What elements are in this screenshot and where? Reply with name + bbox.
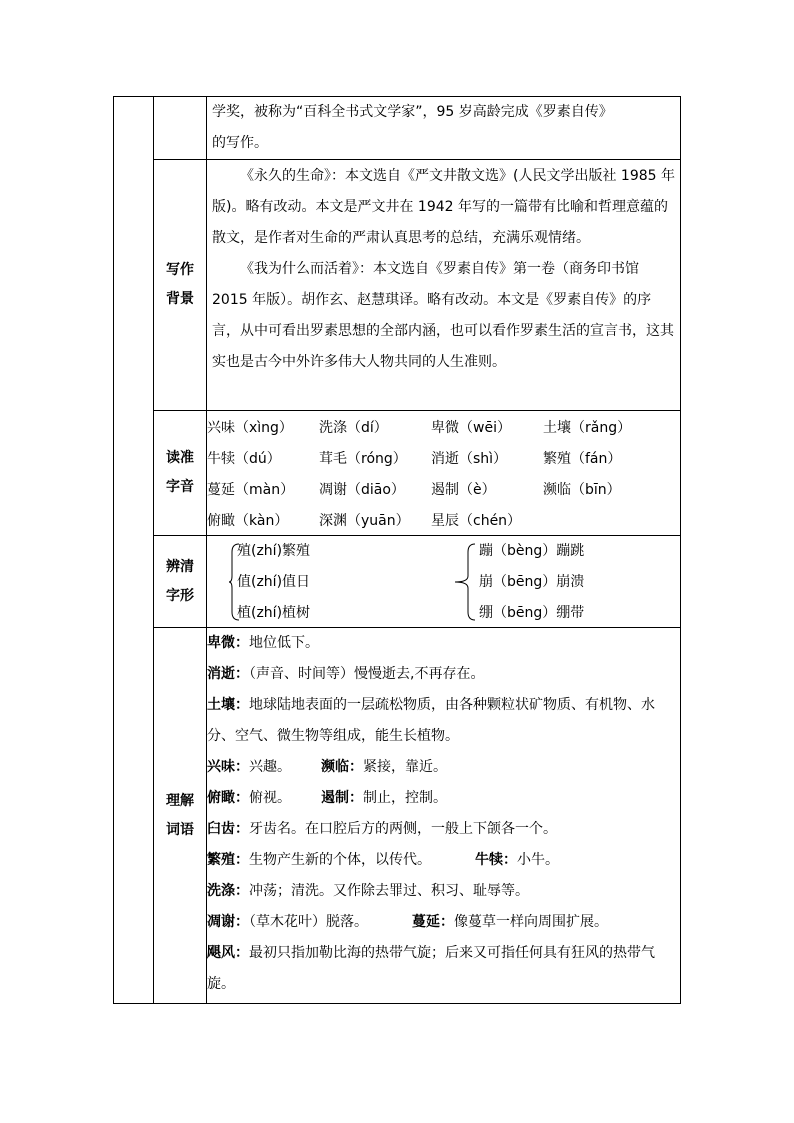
glyph-left-3: 植(zhí)植树 [237,605,311,621]
glyph-right-3: 绷（bēng）绷带 [479,605,585,621]
word-entry: 飓风：最初只指加勒比海的热带气旋；后来又可指任何具有狂风的热带气旋。 [207,945,655,992]
word-entry: 凋谢：（草木花叶）脱落。 蔓延：像蔓草一样向周围扩展。 [207,914,608,930]
intro-cell [207,97,681,160]
intro-line-2: 的写作。 [212,135,268,151]
pron-row: 俯瞰（kàn） 深渊（yuān） 星辰（chén） [207,512,522,529]
word-entry: 兴味：兴趣。 濒临：紧接，靠近。 [207,759,447,775]
left-margin-column [114,97,154,1004]
glyph-left-2: 值(zhí)值日 [237,574,311,590]
glyph-left-1: 殖(zhí)繁殖 [237,543,311,559]
glyph-cell [207,536,681,628]
background-para-2: 《我为什么而活着》：本文选自《罗素自传》第一卷（商务印书馆 2015 年版）。胡作玄、赵慧琪译。略有改动。本文是《罗素自传》的序言，从中可看出罗素思想的全部内涵，也可以看作罗素生活的宣言书，这其实也是古今中外许多伟大人物共同的人生准则。 [212,261,674,370]
word-entry: 俯瞰：俯视。 遏制：制止，控制。 [207,790,447,806]
glyph-right-1: 蹦（bèng）蹦跳 [479,543,585,559]
intro-line-1: 学奖，被称为“百科全书式文学家”，95 岁高龄完成《罗素自传》 [212,104,613,120]
intro-label-cell [154,97,207,160]
glyph-label: 辨清 字形 [154,536,207,628]
glyph-right-2: 崩（bēng）崩溃 [479,574,585,590]
words-cell [207,628,681,1004]
pronunciation-label: 读准 字音 [154,411,207,536]
background-label: 写作 背景 [154,160,207,411]
background-para-1: 《永久的生命》：本文选自《严文井散文选》(人民文学出版社 1985 年版)。略有改动。本文是严文井在 1942 年写的一篇带有比喻和哲理意蕴的散文，是作者对生命的严肃认真思考的总结，充满乐观情绪。 [212,168,675,246]
words-label: 理解 词语 [154,628,207,1004]
pronunciation-cell [207,411,681,536]
pron-row: 兴味（xìng） 洗涤（dí） 卑微（wēi） 土壤（rǎng） [207,419,632,436]
study-table [113,96,681,1004]
word-entry: 繁殖：生物产生新的个体，以传代。 牛犊：小牛。 [207,852,559,868]
word-entry: 卑微：地位低下。 [207,635,319,651]
right-brace-icon [451,542,477,622]
word-entry: 洗涤：冲荡；清洗。又作除去罪过、积习、耻辱等。 [207,883,529,899]
pron-row: 牛犊（dú） 茸毛（róng） 消逝（shì） 繁殖（fán） [207,450,622,467]
background-cell [207,160,681,411]
word-entry: 臼齿：牙齿名。在口腔后方的两侧，一般上下颌各一个。 [207,821,557,837]
pron-row: 蔓延（màn） 凋谢（diāo） 遏制（è） 濒临（bīn） [207,481,621,498]
word-entry: 土壤：地球陆地表面的一层疏松物质，由各种颗粒状矿物质、有机物、水分、空气、微生物等组成，能生长植物。 [207,697,655,744]
word-entry: 消逝：（声音、时间等）慢慢逝去,不再存在。 [207,666,485,682]
